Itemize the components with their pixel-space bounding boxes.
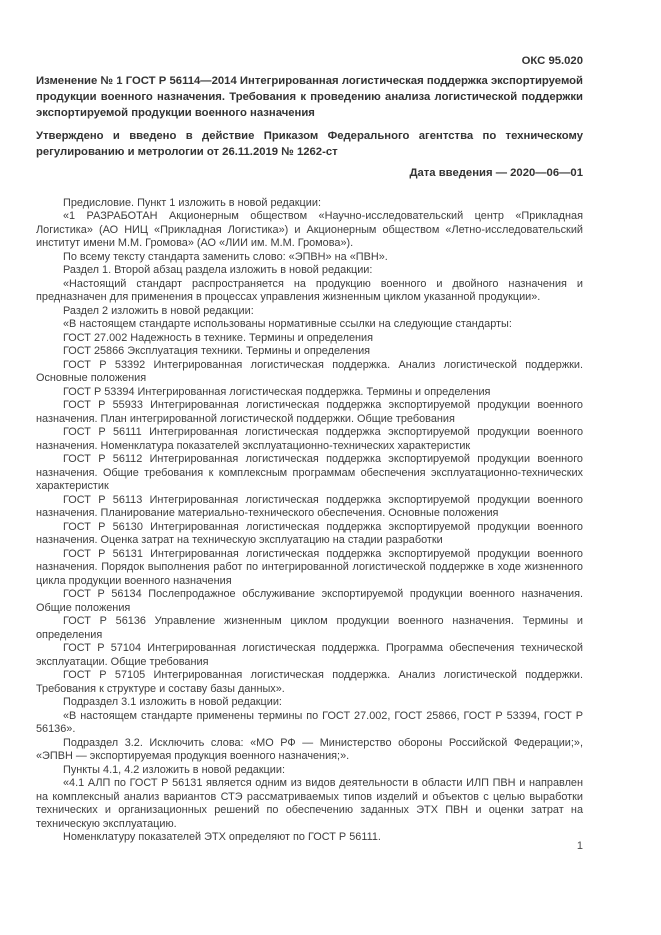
body-paragraph-8: ГОСТ 27.002 Надежность в технике. Термины и определения — [63, 331, 373, 344]
approval-note: Утверждено и введено в действие Приказом Федерального агентства по техническому регулированию и метрологии от 26.11.2019 № 1262-ст — [36, 130, 583, 159]
body-paragraph-7: «В настоящем стандарте использованы нормативные ссылки на следующие стандарты: — [63, 318, 512, 331]
body-paragraph-4: Раздел 1. Второй абзац раздела изложить в новой редакции: — [63, 264, 373, 277]
body-paragraph-5: «Настоящий стандарт распространяется на продукцию военного и двойного назначения и предназначен для применения в процессах управления жизненным циклом указанной продукции». — [36, 277, 583, 304]
body-paragraph-16: ГОСТ Р 56130 Интегрированная логистическая поддержка экспортируемой продукции военного назначения. Оценка затрат на техническую эксплуатацию на стадии разработки — [36, 520, 583, 547]
body-paragraph-2: «1 РАЗРАБОТАН Акционерным обществом «Научно-исследовательский центр «Прикладная Логистика» (АО НИЦ «Прикладная Логистика») и Акционерным обществом «Летно-исследовательский институт имени М.М. Громова» (АО «ЛИИ им. М.М. Громова»). — [36, 210, 583, 250]
body-paragraph-1: Предисловие. Пункт 1 изложить в новой редакции: — [63, 196, 321, 209]
body-paragraph-26: «4.1 АЛП по ГОСТ Р 56131 является одним из видов деятельности в области ИЛП ПВН и направлен на комплексный анализ вариантов СТЭ рассматриваемых типов изделий и объектов с целью выработки технических и организационных решений по обеспечению заданных ЭТХ ПВН и оценки затрат на техническую эксплуатацию. — [36, 777, 583, 830]
body-paragraph-23: «В настоящем стандарте применены термины по ГОСТ 27.002, ГОСТ 25866, ГОСТ Р 53394, ГОСТ Р 56136». — [36, 709, 583, 736]
body-paragraph-24: Подраздел 3.2. Исключить слова: «МО РФ — Министерство обороны Российской Федерации;», «ЭПВН — экспортируемая продукция военного назначения;». — [36, 736, 583, 763]
body-paragraph-17: ГОСТ Р 56131 Интегрированная логистическая поддержка экспортируемой продукции военного назначения. Порядок выполнения работ по интегрированной логистической поддержке в ходе жизненного цикла продукции военного назначения — [36, 547, 583, 587]
body-paragraph-21: ГОСТ Р 57105 Интегрированная логистическая поддержка. Анализ логистической поддержки. Требования к структуре и составу базы данных». — [36, 669, 583, 695]
body-paragraph-20: ГОСТ Р 57104 Интегрированная логистическая поддержка. Программа обеспечения технической эксплуатации. Общие требования — [36, 642, 583, 668]
body-paragraph-9: ГОСТ 25866 Эксплуатация техники. Термины и определения — [63, 345, 371, 358]
body-paragraph-11: ГОСТ Р 53394 Интегрированная логистическая поддержка. Термины и определения — [63, 385, 491, 398]
body-paragraph-27: Номенклатуру показателей ЭТХ определяют по ГОСТ Р 56111. — [63, 831, 381, 844]
oks-code: ОКС 95.020 — [521, 55, 583, 67]
body-paragraph-3: По всему тексту стандарта заменить слово: «ЭПВН» на «ПВН». — [63, 250, 388, 263]
body-paragraph-14: ГОСТ Р 56112 Интегрированная логистическая поддержка экспортируемой продукции военного назначения. Общие требования к комплексным программам обеспечения эксплуатационно-технических характеристик — [36, 453, 583, 493]
body-paragraph-19: ГОСТ Р 56136 Управление жизненным циклом продукции военного назначения. Термины и определения — [36, 615, 583, 641]
body-paragraph-12: ГОСТ Р 55933 Интегрированная логистическая поддержка экспортируемой продукции военного назначения. План интегрированной логистической поддержки. Общие требования — [36, 399, 583, 425]
document-body — [36, 197, 583, 845]
body-paragraph-13: ГОСТ Р 56111 Интегрированная логистическая поддержка экспортируемой продукции военного назначения. Номенклатура показателей эксплуатационно-технических характеристик — [36, 426, 583, 452]
body-paragraph-18: ГОСТ Р 56134 Послепродажное обслуживание экспортируемой продукции военного назначения. Общие положения — [36, 588, 583, 614]
body-paragraph-15: ГОСТ Р 56113 Интегрированная логистическая поддержка экспортируемой продукции военного назначения. Планирование материально-технического обеспечения. Основные положения — [36, 493, 583, 520]
page-number: 1 — [576, 840, 583, 852]
body-paragraph-22: Подраздел 3.1 изложить в новой редакции: — [63, 696, 282, 709]
body-paragraph-25: Пункты 4.1, 4.2 изложить в новой редакции: — [63, 763, 285, 776]
document-title: Изменение № 1 ГОСТ Р 56114—2014 Интегрированная логистическая поддержка экспортируемой продукции военного назначения. Требования к проведению анализа логистической поддержки экспортируемой продукции военного назначения — [36, 75, 583, 119]
body-paragraph-10: ГОСТ Р 53392 Интегрированная логистическая поддержка. Анализ логистической поддержки. Основные положения — [36, 358, 583, 385]
body-paragraph-6: Раздел 2 изложить в новой редакции: — [63, 304, 254, 317]
effective-date: Дата введения — 2020—06—01 — [409, 166, 583, 179]
